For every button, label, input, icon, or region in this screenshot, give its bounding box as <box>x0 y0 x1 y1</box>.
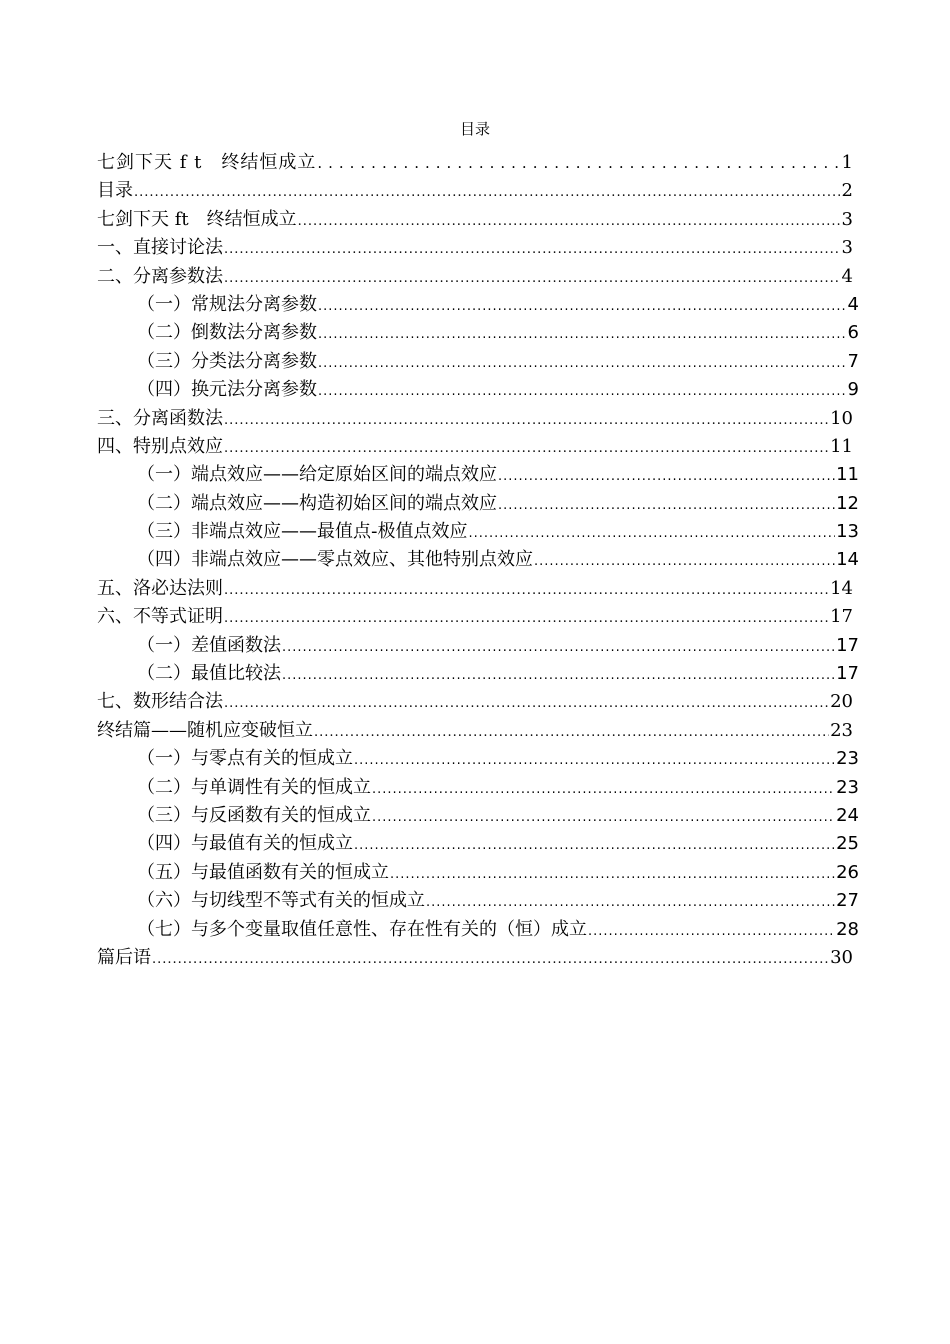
toc-dot-leader <box>224 696 829 711</box>
toc-entry-label: 终结篇——随机应变破恒立 <box>97 719 313 741</box>
toc-entry-page-number: 20 <box>830 691 853 713</box>
toc-entry[interactable] <box>97 801 859 829</box>
toc-entry[interactable] <box>97 517 859 545</box>
toc-dot-leader <box>498 498 835 513</box>
toc-entry-page-number: 4 <box>847 293 859 315</box>
toc-entry-page-number: 17 <box>836 663 859 685</box>
toc-dot-leader <box>354 838 835 853</box>
toc-entry[interactable] <box>97 773 859 801</box>
toc-dot-leader <box>224 413 829 428</box>
toc-entry-page-number: 13 <box>836 521 859 543</box>
toc-entry-label: 六、不等式证明 <box>97 606 223 628</box>
toc-entry-label: （一）常规法分离参数 <box>137 293 317 315</box>
toc-dot-leader <box>282 668 835 683</box>
toc-entry-page-number: 23 <box>836 776 859 798</box>
toc-entry[interactable] <box>97 631 859 659</box>
toc-dot-leader <box>372 810 835 825</box>
toc-entry-label: 七剑下天 f t 终结恒成立 <box>97 152 317 173</box>
toc-entry[interactable] <box>97 205 853 233</box>
toc-entry-page-number: 12 <box>836 492 859 514</box>
toc-entry[interactable] <box>97 602 853 630</box>
toc-entry[interactable] <box>97 375 859 403</box>
toc-title: 目录 <box>459 120 490 138</box>
toc-entry-label: 一、直接讨论法 <box>97 237 223 259</box>
toc-entry[interactable] <box>97 943 853 971</box>
toc-entry[interactable] <box>97 687 853 715</box>
toc-entry[interactable] <box>97 404 853 432</box>
toc-dot-leader <box>224 583 829 598</box>
toc-entry[interactable] <box>97 432 853 460</box>
toc-entry-label: 七、数形结合法 <box>97 691 223 713</box>
toc-entry-page-number: 10 <box>830 407 853 429</box>
toc-entry-label: （三）分类法分离参数 <box>137 350 317 372</box>
toc-entry-page-number: 25 <box>836 833 859 855</box>
toc-entry-label: （四）换元法分离参数 <box>137 379 317 401</box>
toc-entry-page-number: 27 <box>836 890 859 912</box>
toc-entry[interactable] <box>97 659 859 687</box>
toc-entry-page-number: 6 <box>847 322 859 344</box>
toc-entry[interactable] <box>97 176 853 204</box>
toc-entry-label: 四、特别点效应 <box>97 435 223 457</box>
toc-list <box>97 148 857 971</box>
toc-dot-leader <box>318 327 847 342</box>
toc-dot-leader <box>224 271 841 286</box>
toc-entry-page-number: 14 <box>836 549 859 571</box>
toc-dot-leader <box>317 154 840 172</box>
toc-entry-label: （二）最值比较法 <box>137 663 281 685</box>
toc-entry-page-number: 23 <box>830 719 853 741</box>
toc-entry[interactable] <box>97 886 859 914</box>
toc-entry-page-number: 3 <box>841 237 853 259</box>
toc-entry[interactable] <box>97 915 859 943</box>
toc-dot-leader <box>134 185 841 200</box>
toc-entry-page-number: 17 <box>830 606 853 628</box>
toc-dot-leader <box>314 725 829 740</box>
toc-entry[interactable] <box>97 347 859 375</box>
toc-entry-label: （七）与多个变量取值任意性、存在性有关的（恒）成立 <box>137 918 587 940</box>
toc-entry-label: （四）与最值有关的恒成立 <box>137 833 353 855</box>
toc-entry-page-number: 1 <box>841 152 853 173</box>
toc-entry[interactable] <box>97 716 853 744</box>
toc-entry[interactable] <box>97 233 853 261</box>
toc-entry[interactable] <box>97 574 853 602</box>
toc-entry-page-number: 11 <box>830 435 853 457</box>
toc-entry-label: （五）与最值函数有关的恒成立 <box>137 861 389 883</box>
toc-entry-page-number: 24 <box>836 804 859 826</box>
toc-dot-leader <box>469 526 836 541</box>
toc-entry-page-number: 23 <box>836 748 859 770</box>
toc-entry-label: 二、分离参数法 <box>97 265 223 287</box>
toc-entry-label: （二）倒数法分离参数 <box>137 322 317 344</box>
toc-dot-leader <box>224 242 841 257</box>
toc-entry-page-number: 17 <box>836 634 859 656</box>
toc-entry[interactable] <box>97 262 853 290</box>
toc-dot-leader <box>498 469 835 484</box>
toc-entry[interactable] <box>97 829 859 857</box>
toc-entry[interactable] <box>97 460 859 488</box>
toc-dot-leader <box>318 299 847 314</box>
toc-entry-label: （一）差值函数法 <box>137 634 281 656</box>
toc-entry-label: （二）与单调性有关的恒成立 <box>137 776 371 798</box>
toc-dot-leader <box>152 952 829 967</box>
toc-dot-leader <box>224 611 829 626</box>
toc-entry-page-number: 7 <box>847 350 859 372</box>
toc-entry-label: （三）与反函数有关的恒成立 <box>137 804 371 826</box>
toc-entry-label: 三、分离函数法 <box>97 407 223 429</box>
toc-entry-page-number: 3 <box>841 208 853 230</box>
toc-entry-label: （一）端点效应——给定原始区间的端点效应 <box>137 464 497 486</box>
toc-entry-label: 目录 <box>97 180 133 202</box>
toc-dot-leader <box>318 356 847 371</box>
toc-dot-leader <box>282 640 835 655</box>
toc-dot-leader <box>318 384 847 399</box>
toc-entry-label: （四）非端点效应——零点效应、其他特别点效应 <box>137 549 533 571</box>
toc-dot-leader <box>534 554 835 569</box>
toc-entry-label: （二）端点效应——构造初始区间的端点效应 <box>137 492 497 514</box>
toc-entry-label: 七剑下天 ft 终结恒成立 <box>97 208 297 230</box>
toc-entry-label: （六）与切线型不等式有关的恒成立 <box>137 890 425 912</box>
toc-entry-label: （一）与零点有关的恒成立 <box>137 748 353 770</box>
toc-entry-page-number: 4 <box>841 265 853 287</box>
toc-entry-page-number: 11 <box>836 464 859 486</box>
toc-dot-leader <box>298 214 841 229</box>
toc-entry[interactable] <box>97 148 853 176</box>
toc-entry-page-number: 26 <box>836 861 859 883</box>
toc-entry-label: （三）非端点效应——最值点-极值点效应 <box>137 521 468 543</box>
toc-dot-leader <box>426 895 835 910</box>
toc-entry-label: 五、洛必达法则 <box>97 577 223 599</box>
toc-entry-page-number: 30 <box>830 946 853 968</box>
toc-entry-page-number: 14 <box>830 577 853 599</box>
toc-entry[interactable] <box>97 545 859 573</box>
toc-dot-leader <box>372 782 835 797</box>
toc-entry[interactable] <box>97 858 859 886</box>
toc-entry[interactable] <box>97 489 859 517</box>
toc-entry-page-number: 28 <box>836 918 859 940</box>
toc-entry[interactable] <box>97 318 859 346</box>
toc-dot-leader <box>588 924 835 939</box>
toc-entry-label: 篇后语 <box>97 946 151 968</box>
toc-entry[interactable] <box>97 290 859 318</box>
toc-entry[interactable] <box>97 744 859 772</box>
toc-dot-leader <box>224 441 829 456</box>
toc-dot-leader <box>354 753 835 768</box>
toc-entry-page-number: 2 <box>841 180 853 202</box>
toc-dot-leader <box>390 867 835 882</box>
toc-entry-page-number: 9 <box>847 379 859 401</box>
